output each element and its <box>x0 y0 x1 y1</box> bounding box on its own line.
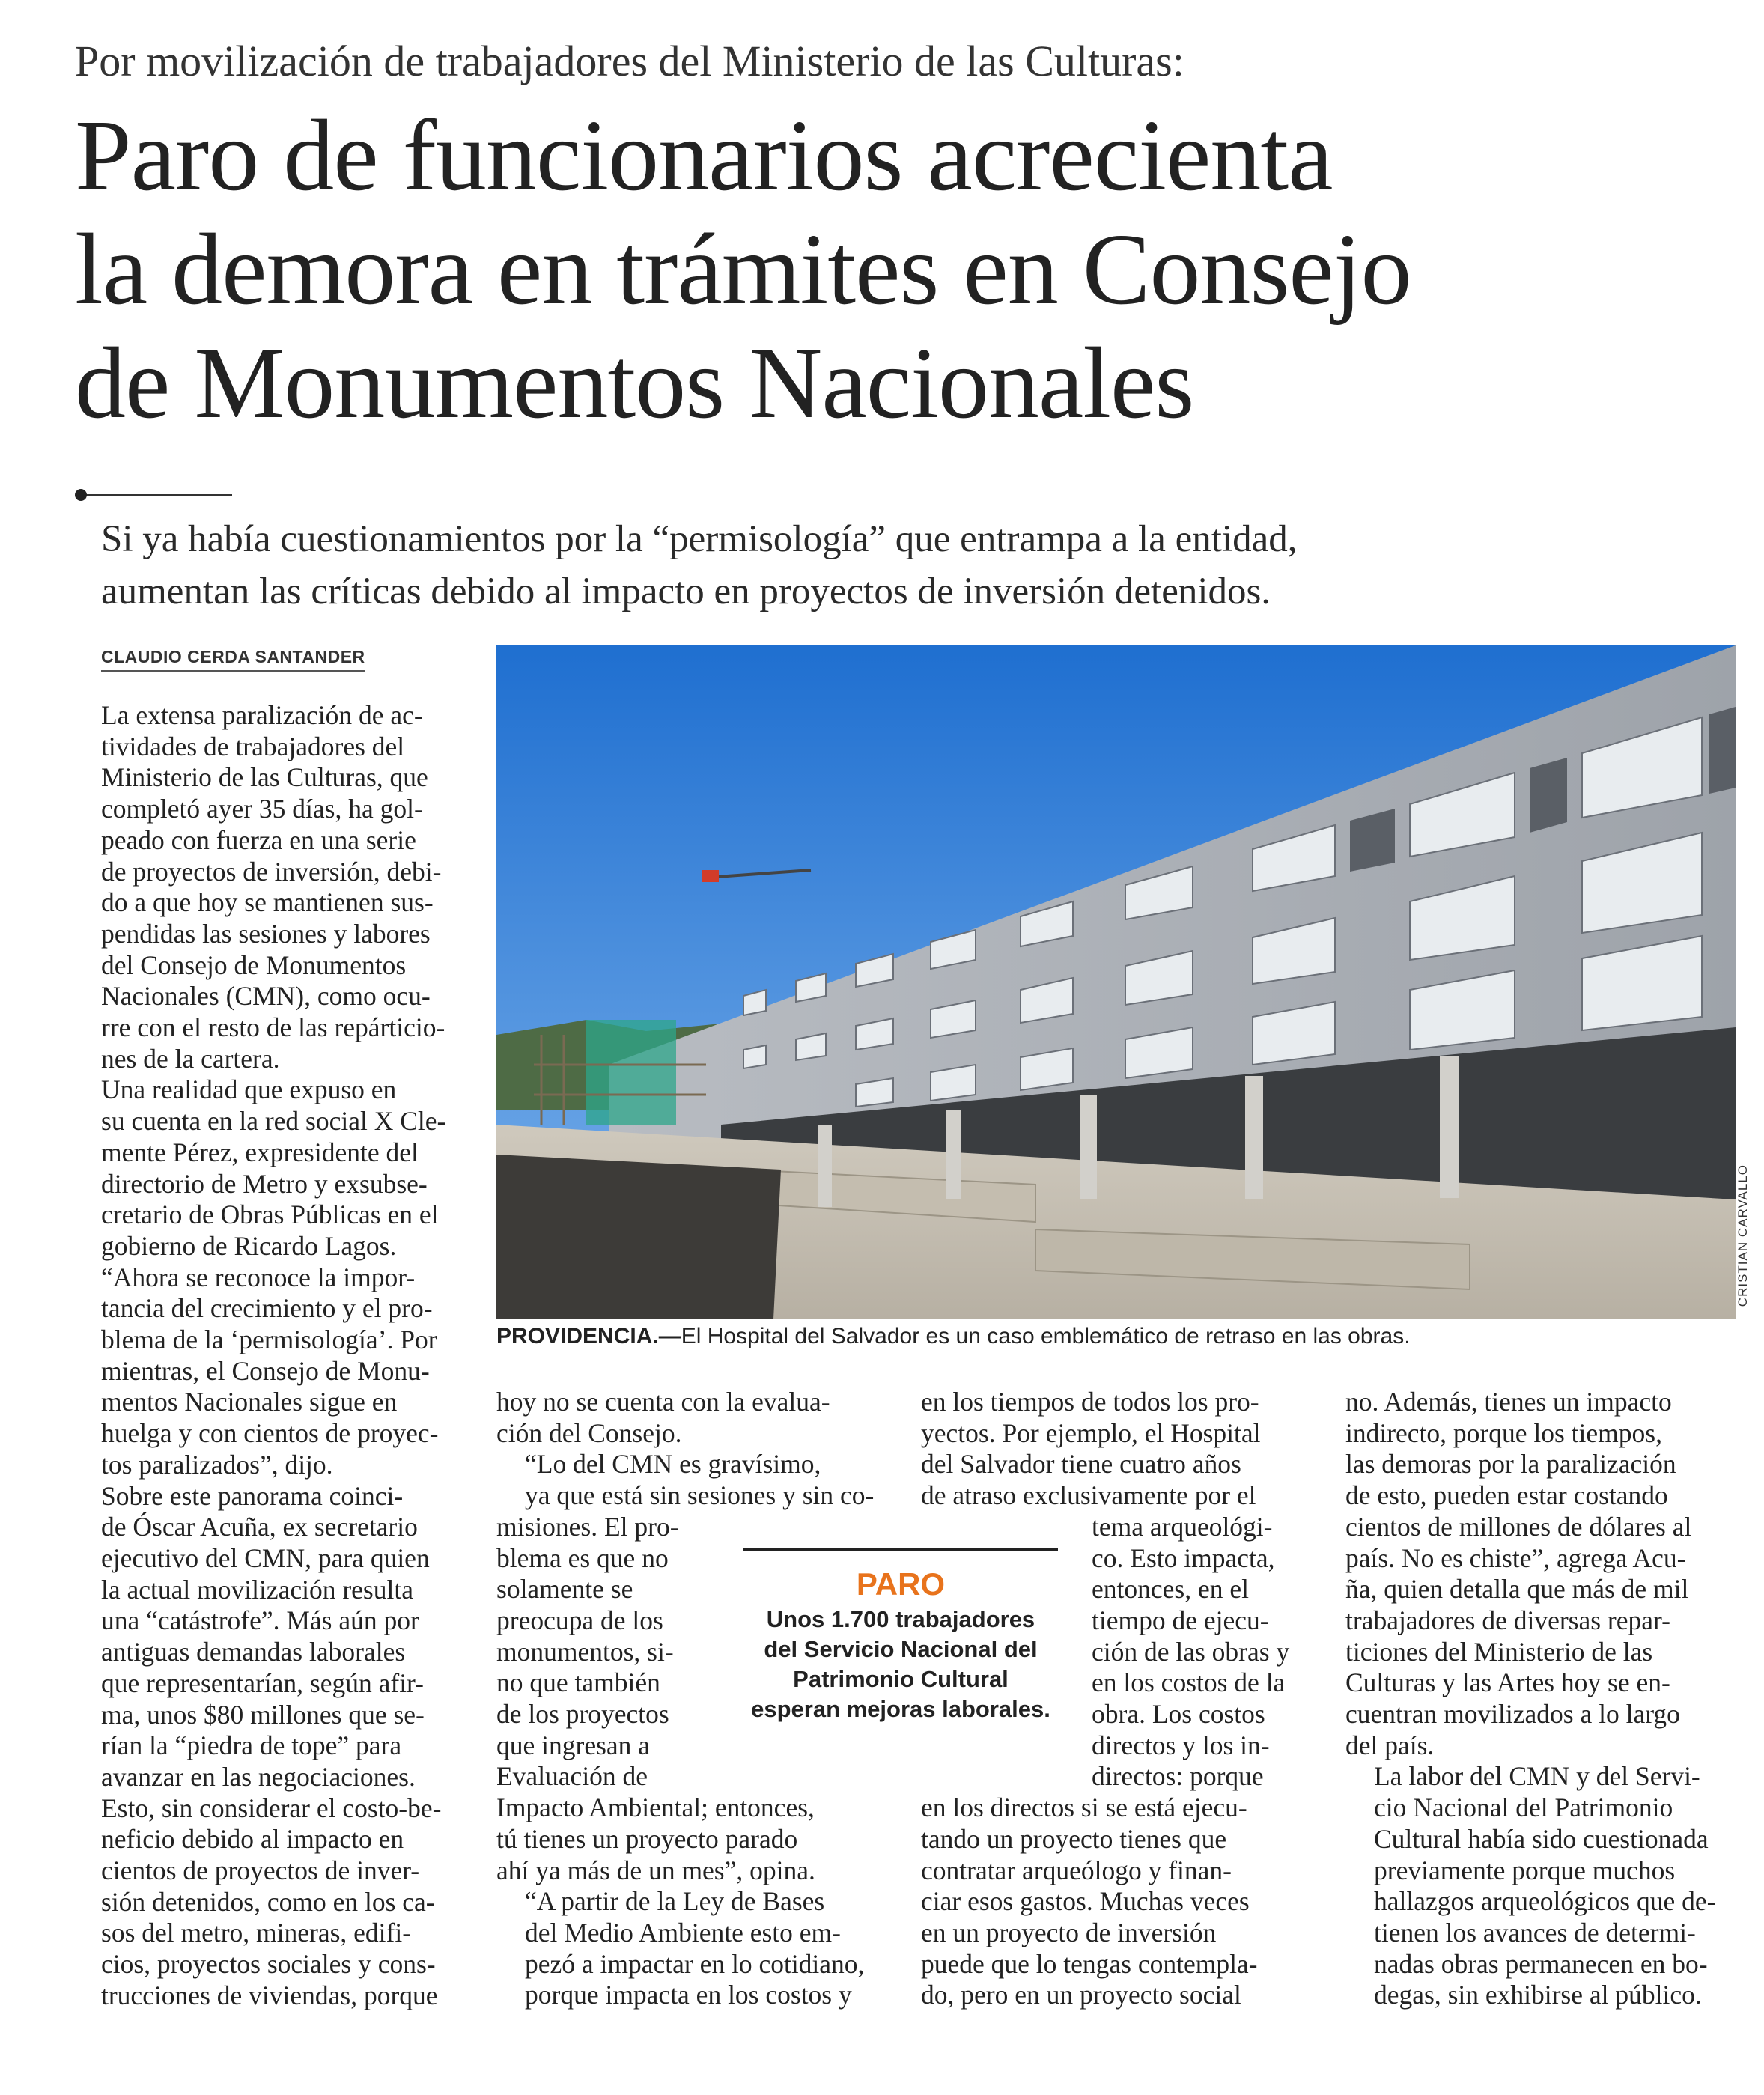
text-line: cientos de millones de dólares al <box>1345 1511 1692 1542</box>
kicker: Por movilización de trabajadores del Ministerio de las Culturas: <box>75 37 1184 85</box>
text-line: en los costos de la <box>1092 1667 1286 1698</box>
article-column-3 <box>921 1387 1310 2011</box>
text-line: do a que hoy se mantienen sus- <box>101 887 434 918</box>
text-line: su cuenta en la red social X Cle- <box>101 1106 446 1137</box>
text-line: peado con fuerza en una serie <box>101 824 416 855</box>
text-line: la actual movilización resulta <box>101 1574 413 1605</box>
text-line: ejecutivo del CMN, para quien <box>101 1542 430 1573</box>
text-line: Ministerio de las Culturas, que <box>101 762 428 793</box>
text-line: La labor del CMN y del Servi- <box>1374 1761 1700 1792</box>
text-line: rían la “piedra de tope” para <box>101 1730 402 1761</box>
headline-line: la demora en trámites en Consejo <box>75 213 1411 326</box>
article-column-4 <box>1345 1387 1733 2011</box>
text-line: ma, unos $80 millones que se- <box>101 1699 425 1730</box>
text-line: degas, sin exhibirse al público. <box>1374 1980 1702 2010</box>
text-line: indirecto, porque los tiempos, <box>1345 1417 1662 1448</box>
text-line: obra. Los costos <box>1092 1699 1265 1730</box>
text-line: tienen los avances de determi- <box>1374 1917 1696 1947</box>
text-line: país. No es chiste”, agrega Acu- <box>1345 1542 1686 1573</box>
article-photo <box>496 645 1736 1319</box>
text-line: misiones. El pro- <box>496 1511 679 1542</box>
text-line: solamente se <box>496 1574 633 1605</box>
text-line: Cultural había sido cuestionada <box>1374 1823 1709 1854</box>
divider <box>82 494 232 496</box>
text-line: porque impacta en los costos y <box>525 1980 852 2010</box>
text-line: tividades de trabajadores del <box>101 731 405 761</box>
text-line: directos y los in- <box>1092 1730 1270 1760</box>
text-line: preocupa de los <box>496 1605 663 1635</box>
text-line: de Óscar Acuña, ex secretario <box>101 1512 418 1542</box>
text-line: completó ayer 35 días, ha gol- <box>101 794 423 824</box>
text-line: entonces, en el <box>1092 1574 1249 1605</box>
text-line: cios, proyectos sociales y cons- <box>101 1949 436 1980</box>
text-line: que ingresan a <box>496 1730 651 1760</box>
text-line: de esto, pueden estar costando <box>1345 1480 1668 1511</box>
text-line: tando un proyecto tienes que <box>921 1823 1227 1854</box>
pull-quote-line: Unos 1.700 trabajadores <box>766 1606 1035 1632</box>
photo-credit: CRISTIAN CARVALLO <box>1736 1164 1750 1307</box>
text-line: ciar esos gastos. Muchas veces <box>921 1886 1250 1917</box>
text-line: avanzar en las negociaciones. <box>101 1761 416 1792</box>
text-line: en los tiempos de todos los pro- <box>921 1387 1259 1417</box>
text-line: hallazgos arqueológicos que de- <box>1374 1886 1716 1917</box>
text-line: del Consejo de Monumentos <box>101 949 407 980</box>
text-line: previamente porque muchos <box>1374 1855 1676 1885</box>
text-line: de proyectos de inversión, debi- <box>101 856 442 887</box>
wrap-text <box>1092 1512 1310 1793</box>
photo-caption <box>496 1324 1411 1349</box>
text-line: do, pero en un proyecto social <box>921 1980 1241 2010</box>
text-line: nadas obras permanecen en bo- <box>1374 1948 1708 1979</box>
bullet-dot <box>75 489 87 501</box>
text-line: blema es que no <box>496 1542 669 1573</box>
text-line: ción del Consejo. <box>496 1417 682 1448</box>
text-line: ahí ya más de un mes”, opina. <box>496 1855 815 1885</box>
lead-paragraph <box>101 513 1297 618</box>
text-line: gobierno de Ricardo Lagos. <box>101 1230 397 1261</box>
text-line: ña, quien detalla que más de mil <box>1345 1574 1689 1605</box>
caption-place: PROVIDENCIA.— <box>496 1324 681 1348</box>
text-line: sión detenidos, como en los ca- <box>101 1886 435 1917</box>
text-line: hoy no se cuenta con la evalua- <box>496 1387 830 1417</box>
headline <box>75 99 1411 440</box>
text-line: Culturas y las Artes hoy se en- <box>1345 1667 1670 1698</box>
text-line: de los proyectos <box>496 1699 669 1730</box>
text-line: rre con el resto de las repárticio- <box>101 1012 445 1043</box>
text-line: en los directos si se está ejecu- <box>921 1793 1247 1823</box>
text-line: cio Nacional del Patrimonio <box>1374 1793 1673 1823</box>
text-line: tancia del crecimiento y el pro- <box>101 1293 433 1324</box>
text-line: mentos Nacionales sigue en <box>101 1387 398 1417</box>
text-line: en un proyecto de inversión <box>921 1917 1217 1947</box>
pull-quote-line: Patrimonio Cultural <box>793 1666 1009 1692</box>
text-line: tiempo de ejecu- <box>1092 1605 1269 1635</box>
article-column-1 <box>73 700 460 2012</box>
text-line: tú tienes un proyecto parado <box>496 1823 798 1854</box>
text-line: cientos de proyectos de inver- <box>101 1855 420 1886</box>
text-line: blema de la ‘permisología’. Por <box>101 1325 437 1355</box>
text-line: sos del metro, mineras, edifi- <box>101 1918 412 1948</box>
text-line: pendidas las sesiones y labores <box>101 918 431 949</box>
text-line: mente Pérez, expresidente del <box>101 1137 419 1167</box>
text-line: directorio de Metro y exsubse- <box>101 1168 428 1199</box>
text-line: “A partir de la Ley de Bases <box>525 1886 825 1917</box>
text-line: co. Esto impacta, <box>1092 1542 1275 1573</box>
text-line: puede que lo tengas contempla- <box>921 1948 1258 1979</box>
text-line: del país. <box>1345 1730 1435 1760</box>
text-line: que representarían, según afir- <box>101 1667 424 1698</box>
text-line: “Ahora se reconoce la impor- <box>101 1262 416 1292</box>
text-line: tema arqueológi- <box>1092 1511 1273 1542</box>
text-line: del Salvador tiene cuatro años <box>921 1449 1241 1480</box>
text-line: ción de las obras y <box>1092 1636 1290 1667</box>
pull-quote-heading: PARO <box>856 1566 946 1602</box>
text-line: mientras, el Consejo de Monu- <box>101 1355 430 1386</box>
text-line: directos: porque <box>1092 1761 1264 1792</box>
text-line: huelga y con cientos de proyec- <box>101 1418 439 1449</box>
text-line: cuentran movilizados a lo largo <box>1345 1699 1680 1730</box>
text-line: ya que está sin sesiones y sin co- <box>525 1480 875 1511</box>
text-line: Evaluación de <box>496 1761 648 1792</box>
text-line: Sobre este panorama coinci- <box>101 1480 404 1511</box>
text-line: yectos. Por ejemplo, el Hospital <box>921 1417 1261 1448</box>
text-line: neficio debido al impacto en <box>101 1824 404 1855</box>
pull-quote-line: del Servicio Nacional del <box>764 1636 1038 1662</box>
text-line: trucciones de viviendas, porque <box>101 1980 438 2010</box>
caption-text: El Hospital del Salvador es un caso emblemático de retraso en las obras. <box>681 1324 1411 1348</box>
text-line: Nacionales (CMN), como ocu- <box>101 981 431 1012</box>
text-line: de atraso exclusivamente por el <box>921 1480 1256 1511</box>
text-line: nes de la cartera. <box>101 1043 280 1074</box>
headline-line: de Monumentos Nacionales <box>75 327 1194 440</box>
text-line: trabajadores de diversas repar- <box>1345 1605 1670 1635</box>
text-line: no que también <box>496 1667 660 1698</box>
text-line: las demoras por la paralización <box>1345 1449 1676 1480</box>
hospital-building-image <box>496 645 1736 1319</box>
lead-line: aumentan las críticas debido al impacto en proyectos de inversión detenidos. <box>101 571 1271 612</box>
text-line: una “catástrofe”. Más aún por <box>101 1605 419 1636</box>
text-line: Esto, sin considerar el costo-be- <box>101 1793 442 1823</box>
text-line: pezó a impactar en lo cotidiano, <box>525 1948 865 1979</box>
text-line: antiguas demandas laborales <box>101 1637 406 1667</box>
headline-line: Paro de funcionarios acrecienta <box>75 100 1333 212</box>
text-line: cretario de Obras Públicas en el <box>101 1199 439 1230</box>
text-line: Una realidad que expuso en <box>101 1074 397 1105</box>
text-line: ticiones del Ministerio de las <box>1345 1636 1653 1667</box>
text-line: no. Además, tienes un impacto <box>1345 1387 1672 1417</box>
text-line: del Medio Ambiente esto em- <box>525 1917 841 1947</box>
text-line: tos paralizados”, dijo. <box>101 1449 333 1480</box>
text-line: monumentos, si- <box>496 1636 674 1667</box>
text-line: Impacto Ambiental; entonces, <box>496 1793 815 1823</box>
wrap-text <box>496 1512 721 1793</box>
text-line: La extensa paralización de ac- <box>101 700 423 730</box>
byline: CLAUDIO CERDA SANTANDER <box>101 647 365 672</box>
text-line: contratar arqueólogo y finan- <box>921 1855 1232 1885</box>
lead-line: Si ya había cuestionamientos por la “permisología” que entrampa a la entidad, <box>101 518 1298 560</box>
pull-quote-line: esperan mejoras laborales. <box>751 1696 1050 1722</box>
text-line: “Lo del CMN es gravísimo, <box>525 1449 821 1480</box>
